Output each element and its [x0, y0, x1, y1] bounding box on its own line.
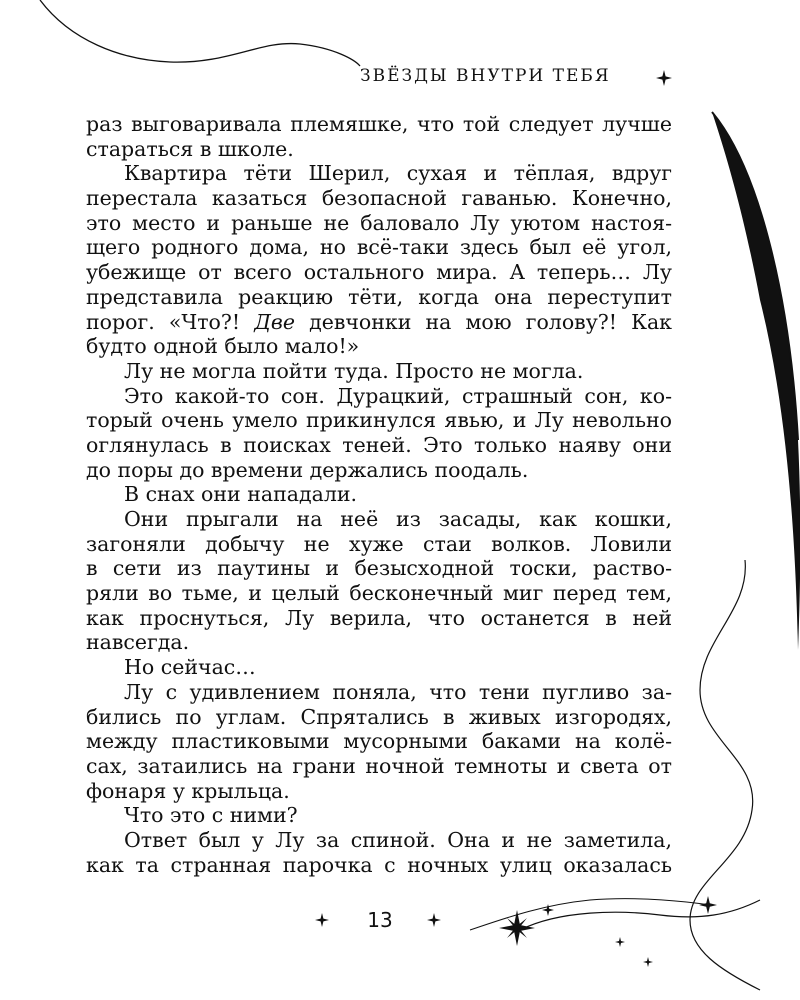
sparkle-burst-icon [499, 910, 535, 946]
text-line: Это какой-то сон. Дурацкий, страшный сон, ко- [124, 383, 672, 408]
text-line: щего родного дома, но всё-таки здесь был её угол, [86, 235, 672, 260]
text-line: перестала казаться безопасной гаванью. Конечно, [86, 186, 672, 211]
text-line: ряли во тьме, и целый бесконечный миг перед тем, [86, 581, 672, 606]
text-line: как та странная парочка с ночных улиц оказалась [86, 852, 672, 877]
running-header-title: ЗВЁЗДЫ ВНУТРИ ТЕБЯ [360, 66, 611, 86]
text-line: В снах они нападали. [124, 482, 358, 507]
comet-swirl-2 [470, 899, 710, 930]
text-line: будто одной было мало!» [86, 334, 360, 359]
text-line: Лу с удивлением поняла, что тени пугливо за- [124, 679, 672, 704]
text-line-mixed [86, 310, 672, 335]
top-wave-line [40, 0, 360, 66]
four-point-star-icon [315, 913, 329, 927]
text-line: сах, затаились на грани ночной темноты и света от [86, 753, 672, 778]
four-point-star-icon [427, 913, 441, 927]
right-wave-line [690, 560, 760, 990]
text-line: фонаря у крыльца. [86, 778, 290, 803]
text-line: раз выговаривала племяшке, что той следует лучше [86, 112, 672, 136]
text-line: убежище от всего остального мира. А теперь… Лу [86, 260, 672, 285]
text-line: представила реакцию тёти, когда она переступит [86, 284, 672, 309]
text-line: Что это с ними? [124, 803, 298, 828]
text-line: это место и раньше не баловало Лу уютом настоя- [86, 210, 672, 235]
text-line: Лу не могла пойти туда. Просто не могла. [124, 358, 584, 383]
text-line: навсегда. [86, 630, 190, 655]
text-line: бились по углам. Спрятались в живых изгородях, [86, 704, 672, 729]
running-header [360, 66, 680, 86]
italic-emphasis: Две [254, 309, 295, 334]
text-fragment: порог. «Что?! [86, 309, 255, 334]
text-line: до поры до времени держались поодаль. [86, 457, 529, 482]
right-crescent [712, 112, 800, 650]
text-line: между пластиковыми мусорными баками на колё- [86, 729, 672, 754]
text-fragment: девчонки на мою голову?! Как [294, 309, 672, 334]
page-number: 13 [367, 908, 393, 932]
text-line: стараться в школе. [86, 136, 294, 161]
text-line: как проснуться, Лу верила, что останется в ней [86, 605, 672, 630]
comet-swirl [520, 900, 760, 930]
body-text [86, 112, 672, 877]
four-point-star-icon [643, 957, 653, 967]
text-line: торый очень умело прикинулся явью, и Лу невольно [86, 408, 672, 433]
text-line: Квартира тёти Шерил, сухая и тёплая, вдруг [124, 161, 672, 186]
text-line: оглянулась в поисках теней. Это только наяву они [86, 432, 672, 457]
four-point-star-icon [699, 896, 717, 914]
text-line: Ответ был у Лу за спиной. Она и не заметила, [124, 827, 672, 852]
text-line: Они прыгали на неё из засады, как кошки, [124, 507, 672, 531]
four-point-star-icon [615, 937, 625, 947]
text-line: Но сейчас… [124, 655, 256, 680]
text-line: загоняли добычу не хуже стаи волков. Ловили [86, 531, 672, 556]
text-line: в сети из паутины и безысходной тоски, раство- [86, 556, 672, 581]
